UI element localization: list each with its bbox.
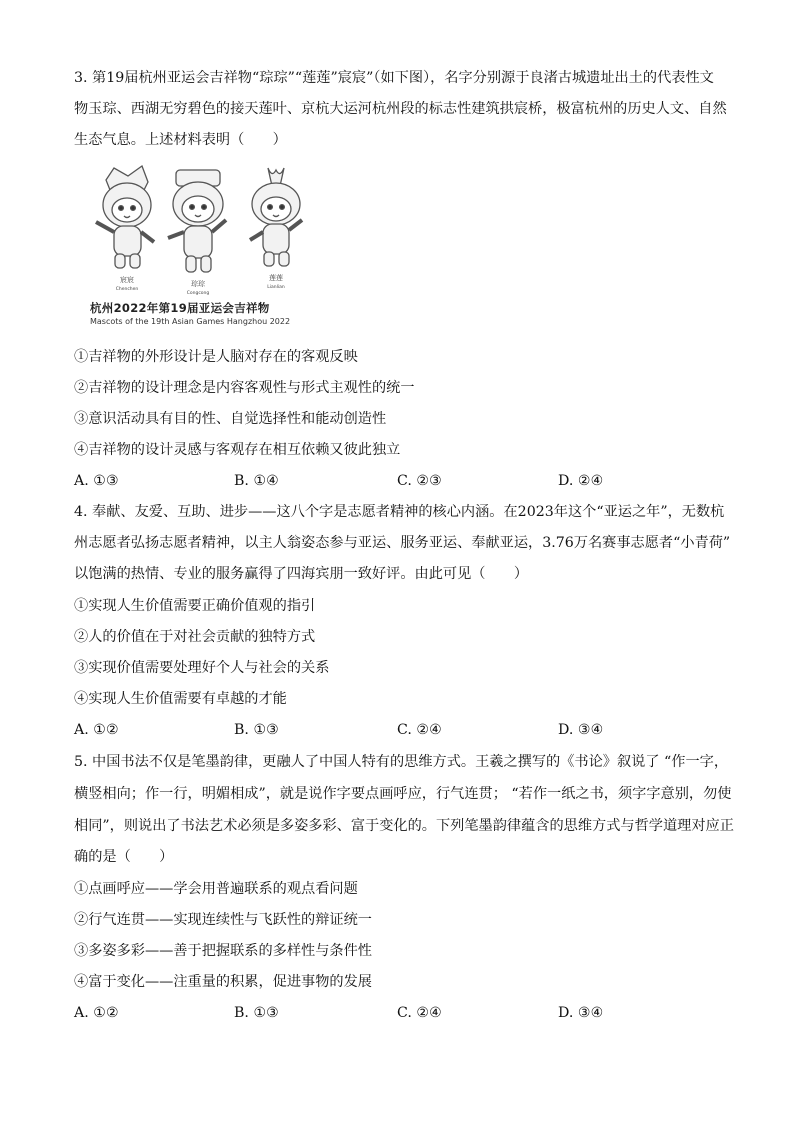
mascot-1-name-en: Chenchen <box>115 287 139 292</box>
mascot-1-name: 宸宸 <box>120 276 134 284</box>
mascots-illustration <box>84 160 314 300</box>
q4-item-3: ③实现价值需要处理好个人与社会的关系 <box>74 660 330 676</box>
q5-item-3: ③多姿多彩——善于把握联系的多样性与条件性 <box>74 943 372 959</box>
q5-stem-line-4: 确的是（ ） <box>74 849 174 865</box>
q4-stem-line-3: 以饱满的热情、专业的服务赢得了四海宾朋一致好评。由此可见（ ） <box>74 566 529 582</box>
congcong-mascot <box>168 170 226 272</box>
q5-option-b[interactable]: B. ①③ <box>234 1005 279 1021</box>
q4-stem-line-2: 州志愿者弘扬志愿者精神，以主人翁姿态参与亚运、服务亚运、奉献亚运，3.76万名赛事志愿者“小青荷” <box>74 535 731 551</box>
figure-caption-cn: 杭州2022年第19届亚运会吉祥物 <box>90 301 270 315</box>
chenchen-mascot <box>96 166 154 268</box>
q5-stem-line-2: 横竖相向；作一行，明媚相成”，就是说作字要点画呼应，行气连贯； “若作一纸之书，须字字意别，勿使 <box>74 786 732 802</box>
q3-stem-line-1: 3. 第19届杭州亚运会吉祥物“琮琮”“莲莲”宸宸”（如下图），名字分别源于良渚古城遗址出土的代表性文 <box>74 70 714 86</box>
q4-option-c[interactable]: C. ②④ <box>397 722 442 738</box>
q3-item-2: ②吉祥物的设计理念是内容客观性与形式主观性的统一 <box>74 380 415 396</box>
q5-stem-line-1: 5. 中国书法不仅是笔墨韵律，更融人了中国人特有的思维方式。王羲之撰写的《书论》叙说了 “作一字， <box>74 754 729 770</box>
q4-option-a[interactable]: A. ①② <box>74 722 119 738</box>
q3-options <box>74 466 734 497</box>
q4-item-2: ②人的价值在于对社会贡献的独特方式 <box>74 629 316 645</box>
q5-item-4: ④富于变化——注重量的积累，促进事物的发展 <box>74 974 372 990</box>
mascot-3-name: 莲莲 <box>269 274 283 282</box>
q4-item-4: ④实现人生价值需要有卓越的才能 <box>74 691 287 707</box>
q3-option-a[interactable]: A. ①③ <box>74 473 119 489</box>
q3-stem-line-2: 物玉琮、西湖无穷碧色的接天莲叶、京杭大运河杭州段的标志性建筑拱宸桥，极富杭州的历史人文、自然 <box>74 101 727 117</box>
q4-option-d[interactable]: D. ③④ <box>558 722 604 738</box>
q5-stem-line-3: 相同”，则说出了书法艺术必须是多姿多彩、富于变化的。下列笔墨韵律蕴含的思维方式与哲学道理对应正 <box>74 818 734 834</box>
q3-option-d[interactable]: D. ②④ <box>558 473 604 489</box>
q5-item-2: ②行气连贯——实现连续性与飞跃性的辩证统一 <box>74 912 372 928</box>
q3-option-c[interactable]: C. ②③ <box>397 473 442 489</box>
q5-option-c[interactable]: C. ②④ <box>397 1005 442 1021</box>
q5-item-1: ①点画呼应——学会用普遍联系的观点看问题 <box>74 881 358 897</box>
q5-option-d[interactable]: D. ③④ <box>558 1005 604 1021</box>
q3-item-1: ①吉祥物的外形设计是人脑对存在的客观反映 <box>74 349 358 365</box>
q3-option-b[interactable]: B. ①④ <box>234 473 279 489</box>
q4-stem-line-1: 4. 奉献、友爱、互助、进步——这八个字是志愿者精神的核心内涵。在2023年这个“亚运之年”，无数杭 <box>74 504 725 520</box>
q4-option-b[interactable]: B. ①③ <box>234 722 279 738</box>
q3-stem-line-3: 生态气息。上述材料表明（ ） <box>74 132 287 148</box>
q5-options <box>74 998 734 1029</box>
q4-options <box>74 715 734 746</box>
figure-caption-en: Mascots of the 19th Asian Games Hangzhou 2022 <box>90 317 291 326</box>
mascot-2-name: 琮琮 <box>191 280 205 288</box>
lianlian-mascot <box>250 168 302 266</box>
q3-item-4: ④吉祥物的设计灵感与客观存在相互依赖又彼此独立 <box>74 442 401 458</box>
mascot-2-name-en: Congcong <box>186 291 210 296</box>
q5-option-a[interactable]: A. ①② <box>74 1005 119 1021</box>
q4-item-1: ①实现人生价值需要正确价值观的指引 <box>74 598 316 614</box>
q3-item-3: ③意识活动具有目的性、自觉选择性和能动创造性 <box>74 411 387 427</box>
mascot-3-name-en: Lianlian <box>267 285 285 290</box>
